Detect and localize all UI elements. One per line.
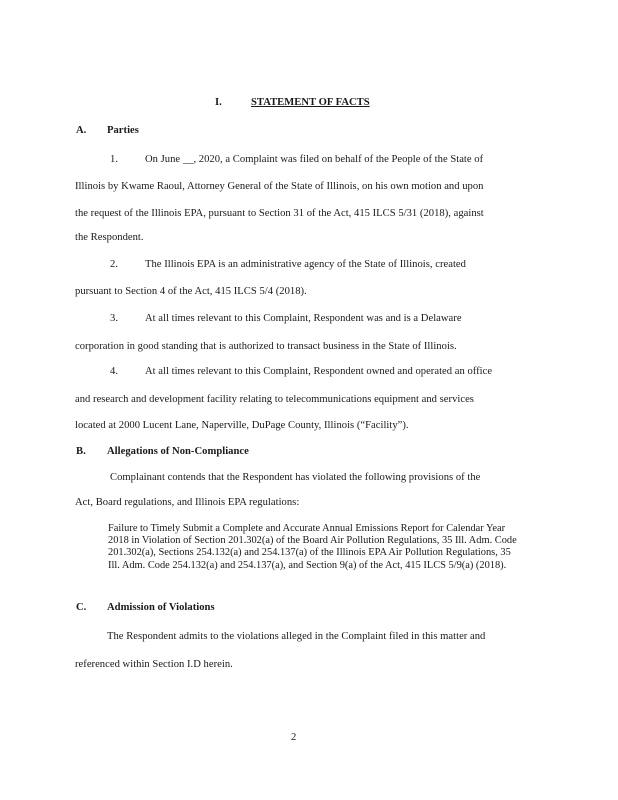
section-b-title: Allegations of Non-Compliance: [107, 446, 249, 457]
section-c-line: The Respondent admits to the violations alleged in the Complaint filed in this matter and: [107, 631, 486, 642]
heading-title: STATEMENT OF FACTS: [251, 97, 370, 108]
violation-block-quote: Failure to Timely Submit a Complete and Accurate Annual Emissions Report for Calendar Year 2018 in Violation of Section 201.302(a) of the Board Air Pollution Regulations, 35 Ill. Adm. Code 201.302(a), Sections 254.132(a) and 254.137(a) of the Illinois EPA Air Pollution Regulations, 35 Ill. Adm. Code 254.132(a) and 254.137(a), and Section 9(a) of the Act, 415 ILCS 5/9(a) (2018).: [108, 523, 517, 571]
section-b-line: Act, Board regulations, and Illinois EPA regulations:: [75, 497, 300, 508]
section-c-line: referenced within Section I.D herein.: [75, 659, 233, 670]
section-a-title: Parties: [107, 125, 139, 136]
paragraph-1-line: On June __, 2020, a Complaint was filed on behalf of the People of the State of: [145, 154, 484, 165]
page-number: 2: [291, 732, 297, 743]
paragraph-4-number: 4.: [110, 366, 118, 377]
paragraph-1-line: the Respondent.: [75, 232, 144, 243]
paragraph-1-number: 1.: [110, 154, 118, 165]
paragraph-4-line: and research and development facility relating to telecommunications equipment and services: [75, 394, 474, 405]
paragraph-3-number: 3.: [110, 313, 118, 324]
section-b-letter: B.: [76, 446, 86, 457]
paragraph-2-line: pursuant to Section 4 of the Act, 415 ILCS 5/4 (2018).: [75, 286, 307, 297]
paragraph-3-line: At all times relevant to this Complaint, Respondent was and is a Delaware: [145, 313, 462, 324]
paragraph-1-line: Illinois by Kwame Raoul, Attorney General of the State of Illinois, on his own motion and upon: [75, 181, 484, 192]
section-c-title: Admission of Violations: [107, 602, 215, 613]
paragraph-3-line: corporation in good standing that is authorized to transact business in the State of Illinois.: [75, 341, 457, 352]
paragraph-4-line: At all times relevant to this Complaint, Respondent owned and operated an office: [145, 366, 493, 377]
section-b-line: Complainant contends that the Respondent has violated the following provisions of the: [110, 472, 481, 483]
paragraph-2-number: 2.: [110, 259, 118, 270]
section-c-letter: C.: [76, 602, 87, 613]
paragraph-2-line: The Illinois EPA is an administrative agency of the State of Illinois, created: [145, 259, 466, 270]
heading-number: I.: [215, 97, 222, 108]
paragraph-1-line: the request of the Illinois EPA, pursuant to Section 31 of the Act, 415 ILCS 5/31 (2018), against: [75, 208, 484, 219]
paragraph-4-line: located at 2000 Lucent Lane, Naperville, DuPage County, Illinois (“Facility”).: [75, 420, 409, 431]
section-a-letter: A.: [76, 125, 87, 136]
